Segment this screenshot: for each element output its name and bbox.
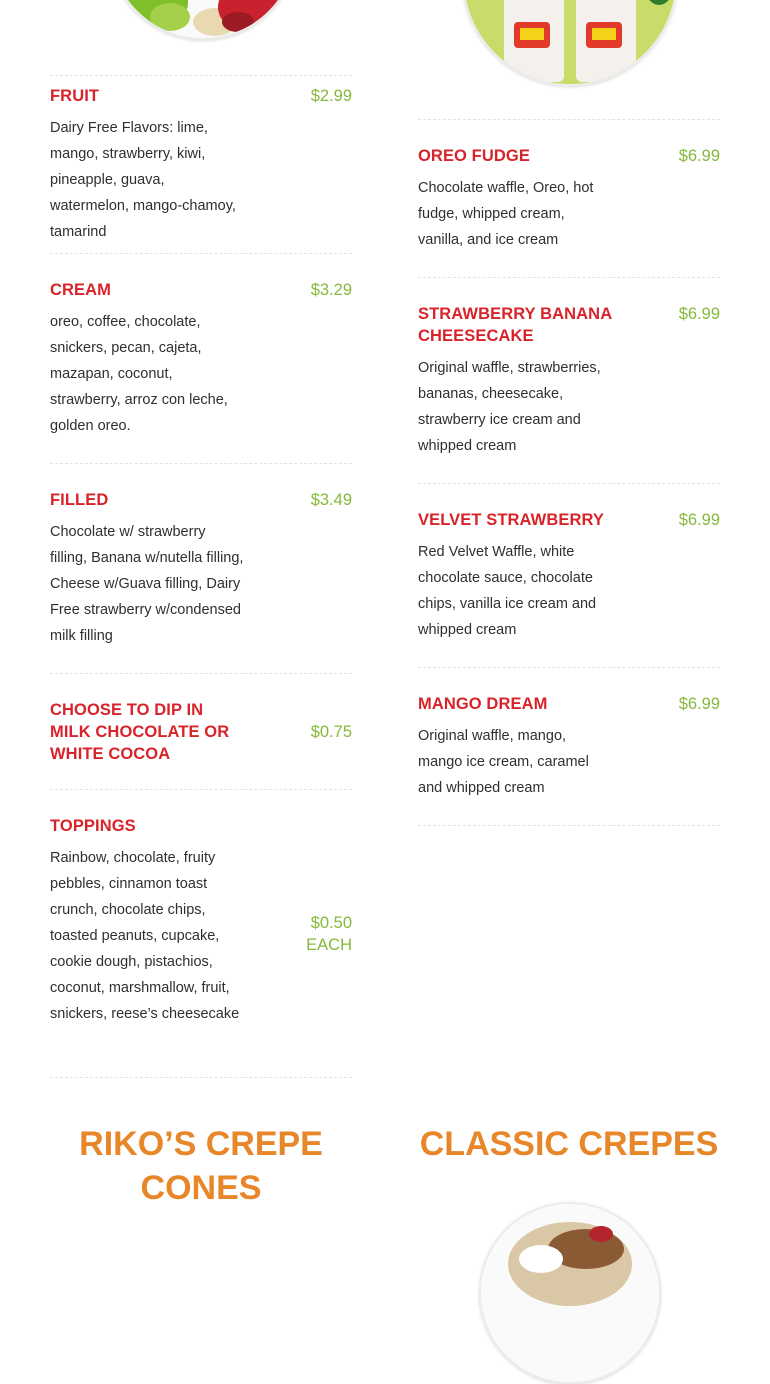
item-description: Original waffle, mango, mango ice cream, caramel and whipped cream: [418, 728, 589, 796]
divider: [50, 1077, 352, 1078]
divider: [50, 75, 352, 76]
item-name: CREAM: [50, 281, 111, 299]
item-name: VELVET STRAWBERRY: [418, 511, 604, 529]
divider: [50, 673, 352, 674]
item-description: Chocolate waffle, Oreo, hot fudge, whipped cream, vanilla, and ice cream: [418, 180, 594, 248]
divider: [418, 119, 720, 120]
item-price: $3.49: [310, 491, 352, 509]
item-name: STRAWBERRY BANANA CHEESECAKE: [418, 305, 612, 345]
divider: [418, 667, 720, 668]
item-description: oreo, coffee, chocolate, snickers, pecan, cajeta, mazapan, coconut, strawberry, arroz con leche, golden oreo.: [50, 314, 228, 434]
divider: [50, 253, 352, 254]
item-price: $6.99: [678, 305, 720, 323]
fruit-plate-photo: [108, 0, 298, 40]
item-price: $6.99: [678, 147, 720, 165]
crepe-plate-photo: [479, 1202, 661, 1384]
item-name: OREO FUDGE: [418, 147, 530, 165]
divider: [50, 789, 352, 790]
cups-photo: [462, 0, 678, 86]
item-price: $3.29: [310, 281, 352, 299]
item-description: Dairy Free Flavors: lime, mango, strawberry, kiwi, pineapple, guava, watermelon, mango-chamoy, tamarind: [50, 120, 236, 240]
item-name: FILLED: [50, 491, 109, 509]
item-description: Rainbow, chocolate, fruity pebbles, cinnamon toast crunch, chocolate chips, toasted peanuts, cupcake, cookie dough, pistachios, coconut, marshmallow, fruit, snickers, reese’s cheesecake: [50, 850, 240, 1022]
divider: [418, 825, 720, 826]
item-description: Chocolate w/ strawberry filling, Banana w/nutella filling, Cheese w/Guava filling, Dairy Free strawberry w/condensed milk filling: [50, 524, 244, 644]
item-name: MANGO DREAM: [418, 695, 548, 713]
item-name: TOPPINGS: [50, 817, 136, 835]
divider: [418, 277, 720, 278]
divider: [50, 463, 352, 464]
section-heading-classic-crepes: CLASSIC CREPES: [419, 1125, 719, 1163]
section-heading-crepe-cones: RIKO’S CREPE CONES: [79, 1125, 323, 1207]
item-description: Red Velvet Waffle, white chocolate sauce, chocolate chips, vanilla ice cream and whipped cream: [418, 544, 597, 638]
item-price: $2.99: [310, 87, 352, 105]
item-price: $0.50 EACH: [306, 914, 352, 954]
item-name: FRUIT: [50, 87, 100, 105]
item-name: CHOOSE TO DIP IN MILK CHOCOLATE OR WHITE COCOA: [50, 701, 230, 763]
divider: [418, 483, 720, 484]
item-description: Original waffle, strawberries, bananas, cheesecake, strawberry ice cream and whipped cream: [418, 360, 601, 454]
item-price: $0.75: [310, 723, 352, 741]
item-price: $6.99: [678, 511, 720, 529]
item-price: $6.99: [678, 695, 720, 713]
